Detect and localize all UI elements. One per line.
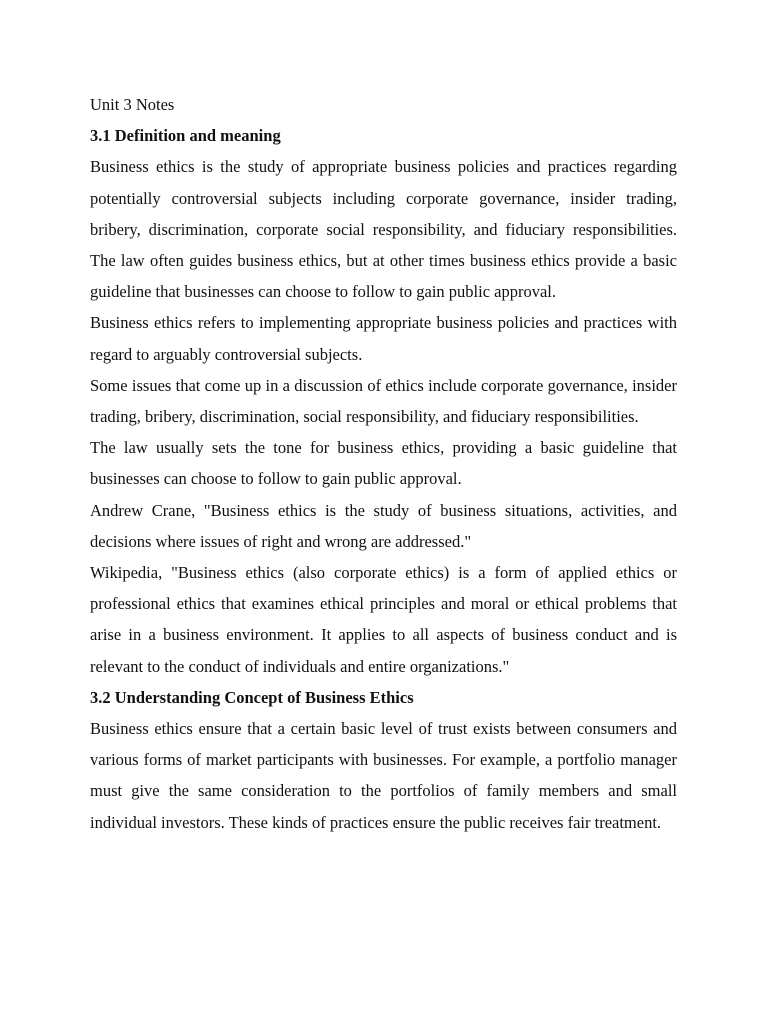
paragraph: Andrew Crane, "Business ethics is the study of business situations, activities, and decisions where issues of right and wrong are addressed." xyxy=(90,500,677,551)
paragraph: Some issues that come up in a discussion of ethics include corporate governance, insider trading, bribery, discrimination, social responsibility, and fiduciary responsibilities. xyxy=(90,375,677,427)
paragraph: Wikipedia, "Business ethics (also corporate ethics) is a form of applied ethics or professional ethics that examines ethical principles and moral or ethical problems that arise in a business environment. It applies to all aspects of business conduct and is relevant to the conduct of individuals and entire organizations." xyxy=(90,563,677,676)
document-title: Unit 3 Notes xyxy=(90,95,175,114)
section-heading-3-2: 3.2 Understanding Concept of Business Ethics xyxy=(90,687,414,707)
paragraph: Business ethics ensure that a certain basic level of trust exists between consumers and various forms of market participants with businesses. For example, a portfolio manager must give the same consideration to the portfolios of family members and small individual investors. These kinds of practices ensure the public receives fair treatment. xyxy=(90,719,677,832)
document-page xyxy=(90,89,677,838)
paragraph: The law usually sets the tone for business ethics, providing a basic guideline that businesses can choose to follow to gain public approval. xyxy=(90,438,677,489)
paragraph: Business ethics is the study of appropriate business policies and practices regarding potentially controversial subjects including corporate governance, insider trading, bribery, discrimination, corporate social responsibility, and fiduciary responsibilities. The law often guides business ethics, but at other times business ethics provide a basic guideline that businesses can choose to follow to gain public approval. xyxy=(90,157,677,302)
section-heading-3-1: 3.1 Definition and meaning xyxy=(90,126,281,146)
paragraph: Business ethics refers to implementing appropriate business policies and practices with regard to arguably controversial subjects. xyxy=(90,313,677,364)
